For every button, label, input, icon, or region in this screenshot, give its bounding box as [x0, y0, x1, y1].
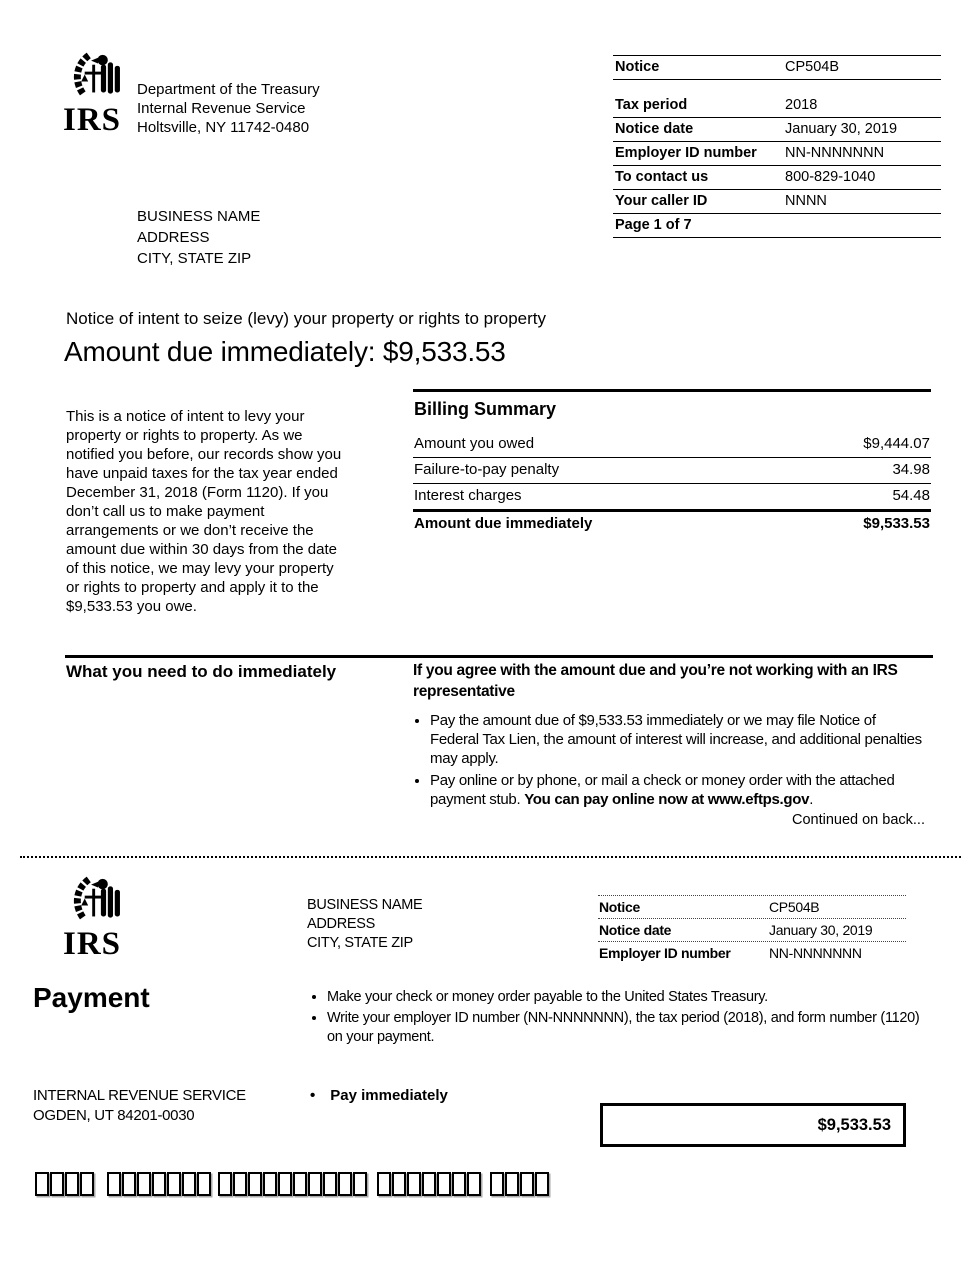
ocr-cell	[278, 1172, 292, 1196]
info-label: Your caller ID	[615, 193, 708, 209]
billing-value: $9,444.07	[863, 435, 930, 452]
bullet-text: .	[809, 791, 814, 808]
ocr-cell	[233, 1172, 247, 1196]
info-value: NN-NNNNNNN	[785, 145, 885, 161]
billing-summary	[413, 389, 931, 537]
bullet-glyph: •	[310, 1087, 316, 1104]
info-value: 800-829-1040	[785, 169, 876, 185]
bullet-text-bold: You can pay online now at www.eftps.gov	[524, 791, 810, 808]
table-row	[613, 166, 941, 190]
ocr-cell	[308, 1172, 322, 1196]
ocr-cell	[182, 1172, 196, 1196]
ocr-cell	[520, 1172, 534, 1196]
ocr-cell	[323, 1172, 337, 1196]
table-row	[613, 94, 941, 118]
table-row	[613, 190, 941, 214]
info-label: Notice date	[599, 922, 672, 938]
bullet-text: Pay online or by phone, or mail a check or money order with the attached payment stub.	[430, 772, 895, 808]
instruction-list	[310, 988, 925, 1047]
ocr-cell	[377, 1172, 391, 1196]
irs-logo	[63, 52, 135, 138]
recipient-line: CITY, STATE ZIP	[307, 935, 413, 951]
amount-due-box	[600, 1103, 906, 1147]
info-label: Employer ID number	[599, 945, 731, 961]
irs-logo-text: IRS	[63, 102, 122, 138]
ocr-cell	[197, 1172, 211, 1196]
table-row	[613, 214, 941, 238]
ocr-cell	[122, 1172, 136, 1196]
irs-logo-text: IRS	[63, 926, 122, 962]
info-label: Notice	[615, 59, 660, 75]
billing-label: Amount due immediately	[414, 515, 593, 532]
ocr-cell	[107, 1172, 121, 1196]
recipient-line: BUSINESS NAME	[307, 897, 423, 913]
ocr-cell	[137, 1172, 151, 1196]
ocr-cell	[293, 1172, 307, 1196]
pay-immediately-label: Pay immediately	[330, 1087, 448, 1104]
ocr-cell	[263, 1172, 277, 1196]
ocr-cell	[452, 1172, 466, 1196]
info-value: 2018	[785, 97, 818, 113]
info-value: CP504B	[785, 59, 840, 75]
pay-immediately-note	[310, 1087, 448, 1104]
bullet-text: Pay the amount due of $9,533.53 immediately or we may file Notice of Federal Tax Lien, the amount of interest will increase, and additional penalties may apply.	[430, 712, 922, 767]
table-spacer	[613, 80, 941, 94]
irs-eagle-icon	[63, 52, 135, 104]
agency-address	[137, 80, 320, 137]
notice-subtitle: Notice of intent to seize (levy) your property or rights to property	[66, 309, 546, 328]
page-title: Amount due immediately: $9,533.53	[64, 336, 506, 367]
list-item	[430, 771, 925, 809]
stub-info-table	[598, 895, 906, 964]
ocr-cell	[437, 1172, 451, 1196]
info-label: To contact us	[615, 169, 709, 185]
recipient-line: CITY, STATE ZIP	[137, 250, 252, 267]
ocr-cell	[152, 1172, 166, 1196]
info-label: Employer ID number	[615, 145, 757, 161]
ocr-box-group	[377, 1172, 481, 1196]
recipient-address	[137, 206, 260, 269]
ocr-cell	[407, 1172, 421, 1196]
billing-row	[413, 432, 931, 458]
ocr-cell	[80, 1172, 94, 1196]
billing-value: $9,533.53	[863, 515, 930, 532]
ocr-box-group	[107, 1172, 211, 1196]
info-value: NNNN	[785, 193, 827, 209]
billing-value: 34.98	[892, 461, 930, 478]
section-heading: What you need to do immediately	[66, 662, 337, 681]
info-value: January 30, 2019	[769, 922, 873, 938]
billing-row-total	[413, 512, 931, 537]
ocr-cell	[167, 1172, 181, 1196]
info-label: Page 1 of 7	[615, 217, 692, 233]
tear-off-dotted-line	[20, 856, 961, 858]
amount-due-value: $9,533.53	[817, 1116, 891, 1134]
table-row	[598, 919, 906, 942]
ocr-box-group	[218, 1172, 367, 1196]
ocr-box-group	[490, 1172, 549, 1196]
return-address-line: INTERNAL REVENUE SERVICE	[33, 1087, 246, 1104]
agency-line: Department of the Treasury	[137, 81, 320, 98]
payment-instructions	[310, 979, 925, 1049]
action-right-column	[413, 660, 925, 812]
agency-line: Holtsville, NY 11742-0480	[137, 119, 310, 136]
billing-label: Interest charges	[414, 487, 522, 504]
table-row	[598, 942, 906, 964]
recipient-line: ADDRESS	[307, 916, 375, 932]
info-label: Tax period	[615, 97, 688, 113]
billing-row	[413, 458, 931, 484]
ocr-cell	[467, 1172, 481, 1196]
agency-line: Internal Revenue Service	[137, 100, 306, 117]
list-item: • Make your check or money order payable to the United States Treasury.	[327, 988, 925, 1007]
list-item: • Write your employer ID number (NN-NNNNNNN), the tax period (2018), and form number (1120) on your payment.	[327, 1009, 925, 1047]
ocr-cell	[338, 1172, 352, 1196]
info-label: Notice	[599, 899, 640, 915]
ocr-cell	[505, 1172, 519, 1196]
info-label: Notice date	[615, 121, 694, 137]
return-address-line: OGDEN, UT 84201-0030	[33, 1107, 195, 1124]
table-row	[613, 142, 941, 166]
payment-title: Payment	[33, 982, 150, 1013]
billing-label: Failure-to-pay penalty	[414, 461, 560, 478]
ocr-cell	[422, 1172, 436, 1196]
ocr-box-group	[35, 1172, 94, 1196]
billing-summary-title: Billing Summary	[414, 399, 557, 419]
ocr-cell	[65, 1172, 79, 1196]
notice-info-table	[613, 55, 941, 238]
action-bullet-list	[413, 711, 925, 809]
info-value	[785, 217, 941, 233]
list-item	[430, 711, 925, 768]
ocr-cell	[392, 1172, 406, 1196]
table-row	[598, 895, 906, 919]
ocr-cell	[490, 1172, 504, 1196]
info-value: CP504B	[769, 899, 820, 915]
ocr-cell	[353, 1172, 367, 1196]
intro-paragraph: This is a notice of intent to levy your property or rights to property. As we notified you before, our records show you have unpaid taxes for the tax year ended December 31, 2018 (Form 1120). If you don’t call us to make payment arrangements or we don’t receive the amount due within 30 days from the date of this notice, we may levy your property or rights to property and apply it to the $9,533.53 you owe.	[66, 408, 342, 615]
irs-eagle-icon	[63, 876, 135, 928]
ocr-cell	[35, 1172, 49, 1196]
stub-recipient-address	[307, 896, 422, 953]
section-divider	[65, 655, 933, 658]
billing-value: 54.48	[892, 487, 930, 504]
ocr-cell	[535, 1172, 549, 1196]
action-subheading: If you agree with the amount due and you’re not working with an IRS representative	[413, 662, 898, 700]
info-value: January 30, 2019	[785, 121, 898, 137]
billing-label: Amount you owed	[414, 435, 535, 452]
recipient-line: ADDRESS	[137, 229, 210, 246]
irs-logo-stub	[63, 876, 135, 962]
info-value: NN-NNNNNNN	[769, 945, 862, 961]
recipient-line: BUSINESS NAME	[137, 208, 261, 225]
table-row	[613, 55, 941, 80]
ocr-cell	[50, 1172, 64, 1196]
irs-return-address	[33, 1086, 246, 1126]
table-row	[613, 118, 941, 142]
ocr-cell	[218, 1172, 232, 1196]
billing-row	[413, 484, 931, 512]
ocr-cell	[248, 1172, 262, 1196]
continued-on-back-note: Continued on back...	[791, 812, 925, 828]
